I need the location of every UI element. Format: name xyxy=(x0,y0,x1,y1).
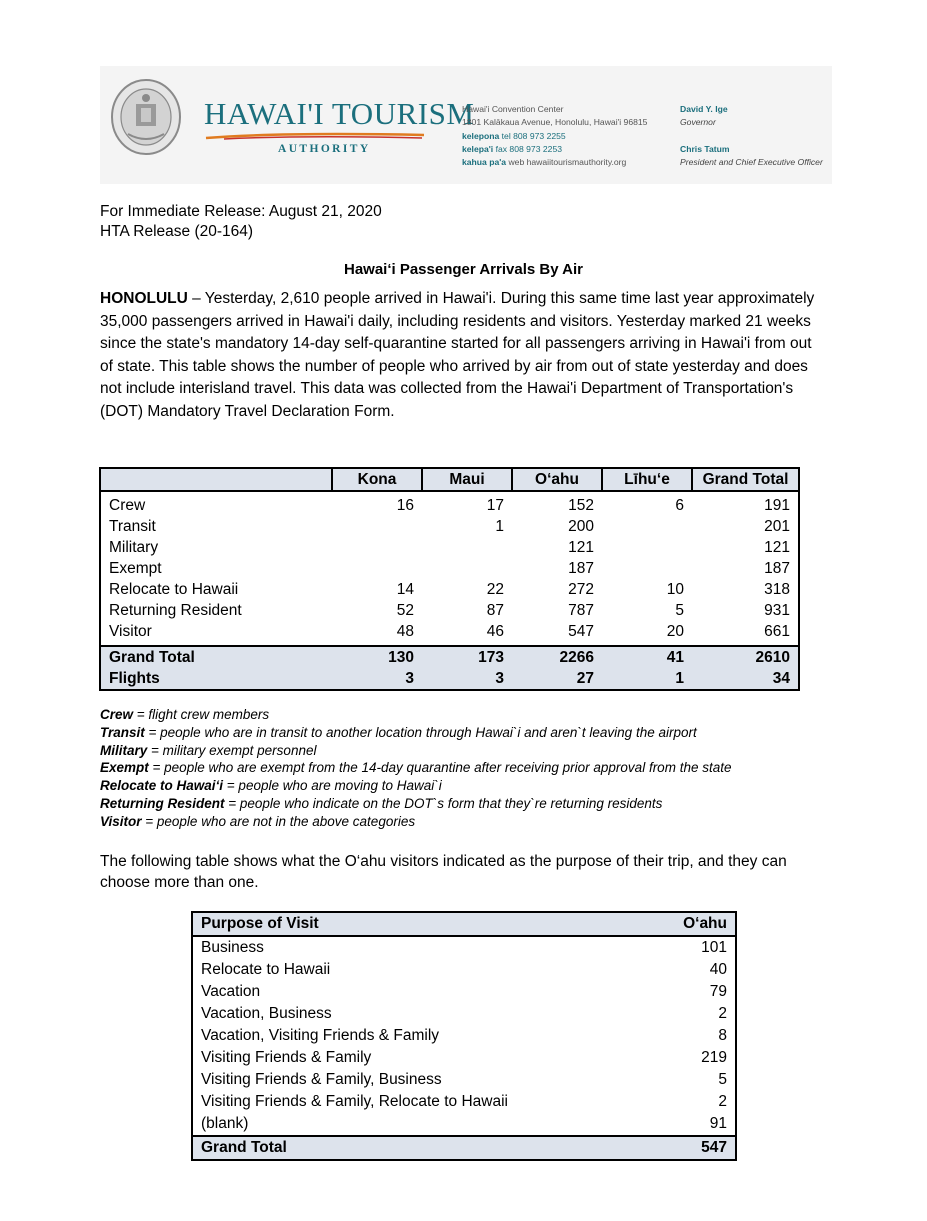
table-cell: 41 xyxy=(602,646,692,668)
table-cell: 48 xyxy=(396,623,414,640)
table-cell: 200 xyxy=(568,518,594,535)
table-cell: 187 xyxy=(568,560,594,577)
column-header: O‘ahu xyxy=(512,468,602,491)
purpose-intro-paragraph: The following table shows what the O‘ahu visitors indicated as the purpose of their trip, and they can choose more than one. xyxy=(100,853,787,891)
table-cell: 3 xyxy=(332,668,422,690)
legend-item: Returning Resident = people who indicate on the DOT`s form that they`re returning residents xyxy=(100,795,663,811)
table-row xyxy=(100,600,799,621)
row-label: Transit xyxy=(109,518,156,535)
row-label: Exempt xyxy=(109,560,162,577)
table-cell: 17 xyxy=(486,497,504,514)
table-row xyxy=(100,491,799,516)
dateline: HONOLULU xyxy=(100,290,188,307)
official-name: David Y. Ige xyxy=(680,104,728,114)
table-cell: 52 xyxy=(396,602,414,619)
brand-wordmark: HAWAI'I TOURISM xyxy=(204,96,475,131)
row-label: Visitor xyxy=(109,623,152,640)
row-label: Flights xyxy=(100,668,332,690)
row-label: Visiting Friends & Family, Business xyxy=(201,1071,442,1088)
table-cell: 34 xyxy=(692,668,799,690)
officials-block xyxy=(680,103,823,169)
legend xyxy=(100,706,731,831)
table-cell: 547 xyxy=(568,623,594,640)
row-label: Visiting Friends & Family, Relocate to Hawaii xyxy=(201,1093,508,1110)
legend-item: Visitor = people who are not in the above categories xyxy=(100,813,416,829)
table-row xyxy=(192,959,736,981)
table-cell: 22 xyxy=(486,581,504,598)
column-header: Purpose of Visit xyxy=(192,912,650,936)
table-cell: 661 xyxy=(764,623,790,640)
table-cell: 152 xyxy=(568,497,594,514)
row-label: Visiting Friends & Family xyxy=(201,1049,372,1066)
table-header-row xyxy=(100,468,799,491)
purpose-table xyxy=(191,911,737,1161)
table-cell: 121 xyxy=(764,539,790,556)
row-label: Vacation, Business xyxy=(201,1005,332,1022)
table-cell: 318 xyxy=(764,581,790,598)
table-cell: 14 xyxy=(396,581,414,598)
column-header: Līhu‘e xyxy=(602,468,692,491)
table-row xyxy=(100,558,799,579)
address-line: Hawai'i Convention Center xyxy=(462,104,564,114)
release-info xyxy=(100,202,382,242)
table-cell: 10 xyxy=(666,581,684,598)
table-cell xyxy=(332,537,422,558)
state-seal-logo xyxy=(110,78,182,156)
page-title: Hawai‘i Passenger Arrivals By Air xyxy=(343,261,583,278)
table-cell: 101 xyxy=(701,939,727,956)
table-cell xyxy=(332,516,422,537)
table-cell: 931 xyxy=(764,602,790,619)
row-label: Grand Total xyxy=(100,646,332,668)
table-cell: 8 xyxy=(718,1027,727,1044)
table-cell: 5 xyxy=(718,1071,727,1088)
table-cell: 20 xyxy=(666,623,684,640)
release-date: For Immediate Release: August 21, 2020 xyxy=(100,203,382,220)
table-cell: 272 xyxy=(568,581,594,598)
table-cell: 191 xyxy=(764,497,790,514)
legend-item: Exempt = people who are exempt from the 14-day quarantine after receiving prior approval from the state xyxy=(100,760,732,776)
intro-paragraph xyxy=(100,288,820,423)
grand-total-row xyxy=(100,646,799,668)
row-label: Vacation, Visiting Friends & Family xyxy=(201,1027,440,1044)
table-cell: 6 xyxy=(675,497,684,514)
table-cell: 16 xyxy=(396,497,414,514)
table-cell: 787 xyxy=(568,602,594,619)
table-cell: 91 xyxy=(709,1115,727,1132)
column-header: O‘ahu xyxy=(650,912,736,936)
release-number: HTA Release (20-164) xyxy=(100,223,254,240)
column-header xyxy=(100,468,332,491)
table-cell: 2 xyxy=(718,1005,727,1022)
row-label: Military xyxy=(109,539,159,556)
table-cell: 3 xyxy=(422,668,512,690)
grand-total-row xyxy=(192,1136,736,1160)
official-title: Governor xyxy=(680,117,716,128)
table-cell: 187 xyxy=(764,560,790,577)
table-cell: 2610 xyxy=(692,646,799,668)
table-cell xyxy=(602,537,692,558)
legend-item: Transit = people who are in transit to another location through Hawai`i and aren`t leaving the airport xyxy=(100,724,697,740)
table-row xyxy=(192,936,736,959)
legend-item: Relocate to Hawai‘i = people who are moving to Hawai`i xyxy=(100,778,442,794)
legend-item: Crew = flight crew members xyxy=(100,707,270,722)
table-cell: 2 xyxy=(718,1093,727,1110)
table-cell xyxy=(422,537,512,558)
flights-row xyxy=(100,668,799,690)
web-line: kahua pa'a web hawaiitourismauthority.org xyxy=(462,157,627,168)
row-label: Crew xyxy=(109,497,146,514)
arrivals-table xyxy=(99,467,800,691)
contact-block xyxy=(462,103,647,169)
column-header: Kona xyxy=(332,468,422,491)
table-row xyxy=(100,621,799,646)
table-cell xyxy=(332,558,422,579)
table-row xyxy=(100,516,799,537)
table-row xyxy=(100,537,799,558)
table-row xyxy=(100,579,799,600)
brand-subtitle: AUTHORITY xyxy=(278,143,371,155)
table-cell: 219 xyxy=(701,1049,727,1066)
table-row xyxy=(192,1047,736,1069)
table-cell: 121 xyxy=(568,539,594,556)
official-title: President and Chief Executive Officer xyxy=(680,156,823,167)
brand-swoosh-icon xyxy=(204,132,426,140)
table-cell: 547 xyxy=(650,1136,736,1160)
row-label: Business xyxy=(201,939,264,956)
row-label: Relocate to Hawaii xyxy=(201,961,331,978)
intro-body: – Yesterday, 2,610 people arrived in Hawai'i. During this same time last year approximately 35,000 passengers arrived in Hawai'i daily, including residents and visitors. Yesterday marked 21 weeks since the state's mandatory 14-day self-quarantine started for all passengers arriving in Hawai'i from out of state. This table shows the number of people who arrived by air from out of state yesterday and does not include interisland travel. This data was collected from the Hawai'i Department of Transportation's (DOT) Mandatory Travel Declaration Form. xyxy=(100,290,815,420)
table-cell: 46 xyxy=(486,623,504,640)
official-name: Chris Tatum xyxy=(680,143,730,154)
table-cell xyxy=(422,558,512,579)
phone-line: kelepona tel 808 973 2255 xyxy=(462,130,566,141)
table-cell xyxy=(602,558,692,579)
row-label: Relocate to Hawaii xyxy=(109,581,239,598)
table-cell: 5 xyxy=(675,602,684,619)
row-label: Vacation xyxy=(201,983,261,1000)
table-row xyxy=(192,981,736,1003)
letterhead xyxy=(100,66,832,184)
table-header-row xyxy=(192,912,736,936)
table-row xyxy=(192,1003,736,1025)
row-label: Grand Total xyxy=(192,1136,650,1160)
table-cell: 87 xyxy=(486,602,504,619)
table-cell: 79 xyxy=(709,983,727,1000)
table-cell: 1 xyxy=(495,518,504,535)
table-row xyxy=(192,1025,736,1047)
table-cell: 173 xyxy=(422,646,512,668)
table-cell: 40 xyxy=(709,961,727,978)
table-row xyxy=(192,1091,736,1113)
hta-logo xyxy=(204,96,475,156)
row-label: Returning Resident xyxy=(109,602,242,619)
table-cell: 2266 xyxy=(512,646,602,668)
column-header: Grand Total xyxy=(692,468,799,491)
column-header: Maui xyxy=(422,468,512,491)
table-cell: 1 xyxy=(602,668,692,690)
row-label: (blank) xyxy=(201,1115,249,1132)
table-cell xyxy=(602,516,692,537)
table-cell: 27 xyxy=(512,668,602,690)
table-row xyxy=(192,1069,736,1091)
table-row xyxy=(192,1113,736,1136)
fax-line: kelepa'i fax 808 973 2253 xyxy=(462,143,562,154)
table-cell: 201 xyxy=(764,518,790,535)
table-cell: 130 xyxy=(332,646,422,668)
legend-item: Military = military exempt personnel xyxy=(100,742,317,758)
address-line: 1801 Kalākaua Avenue, Honolulu, Hawai'i 96815 xyxy=(462,117,648,128)
